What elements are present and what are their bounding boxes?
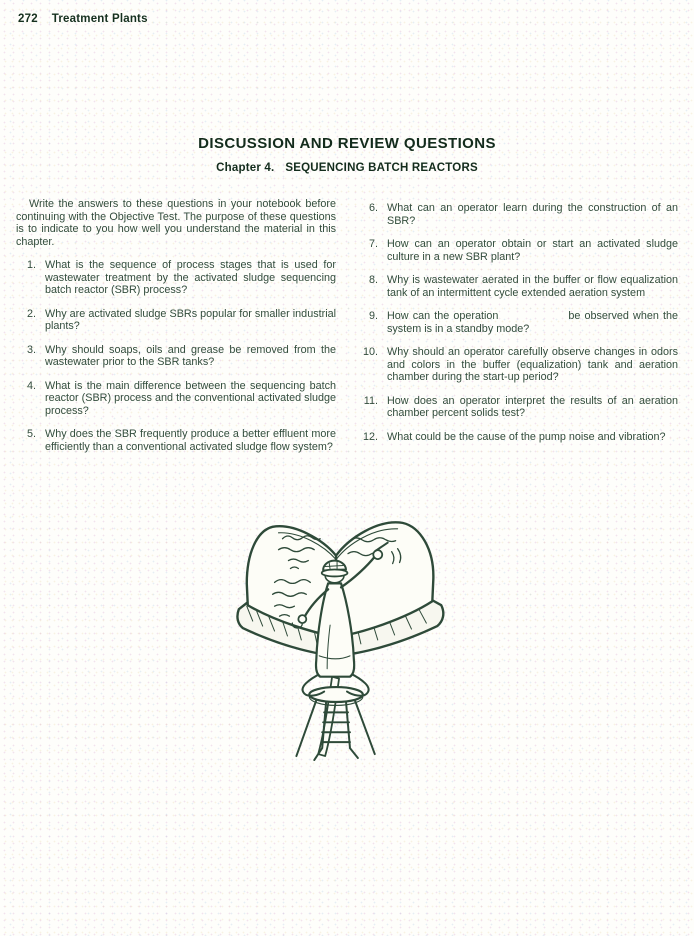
question-number: 7. — [368, 238, 378, 250]
question-text: How can an operator obtain or start an activated sludge culture in a new SBR plant? — [387, 238, 678, 263]
question-text: What could be the cause of the pump noise and vibration? — [387, 430, 666, 443]
question-number: 1. — [26, 259, 36, 271]
stool-seat — [309, 687, 363, 705]
question-item-1 — [16, 259, 336, 297]
question-number: 8. — [368, 274, 378, 286]
question-text: How does an operator interpret the results of an aeration chamber percent solids test? — [387, 394, 678, 419]
question-number: 10. — [362, 346, 378, 358]
question-number: 6. — [368, 202, 378, 214]
question-number: 9. — [368, 310, 378, 322]
left-column — [16, 198, 336, 464]
question-item-9 — [358, 310, 678, 335]
open-book-illustration — [222, 506, 470, 762]
question-item-2 — [16, 308, 336, 333]
question-item-6 — [358, 202, 678, 227]
right-column — [358, 198, 678, 464]
question-text: Why should an operator carefully observe changes in odors and colors in the buffer (equalization) tank and aeration chamber during the start-up period? — [387, 346, 678, 383]
chapter-label: Chapter 4. — [216, 162, 275, 174]
question-number: 5. — [26, 428, 36, 440]
question-item-5 — [16, 428, 336, 453]
question-number: 4. — [26, 379, 36, 392]
question-item-12 — [358, 431, 678, 444]
stool-legs — [296, 700, 374, 760]
writer-on-stool-cartoon — [222, 506, 470, 762]
question-text-after-gap: be observed when the system is in a standby mode? — [387, 310, 678, 335]
chapter-line — [0, 162, 694, 174]
question-number: 12. — [362, 430, 378, 443]
page-title: DISCUSSION AND REVIEW QUESTIONS — [198, 135, 496, 152]
page-header — [18, 13, 148, 25]
question-text: What is the sequence of process stages that is used for wastewater treatment by the activated sludge sequencing batch reactor (SBR) process? — [45, 259, 336, 296]
question-text: Why does the SBR frequently produce a better effluent more efficiently than a conventional activated sludge flow system? — [45, 428, 336, 453]
section-title: Treatment Plants — [51, 13, 148, 25]
intro-paragraph: Write the answers to these questions in your notebook before continuing with the Objective Test. The purpose of these questions is to indicate to you how well you understand the material in this chapter. — [16, 198, 336, 248]
question-item-11 — [358, 395, 678, 420]
question-item-10 — [358, 346, 678, 384]
question-text: Why are activated sludge SBRs popular for smaller industrial plants? — [45, 307, 336, 332]
question-text: Why is wastewater aerated in the buffer or flow equalization tank of an intermittent cycle extended aeration system — [387, 274, 678, 299]
question-text — [387, 310, 678, 335]
question-text: What is the main difference between the sequencing batch reactor (SBR) process and the conventional activated sludge process? — [45, 379, 336, 417]
chapter-title: SEQUENCING BATCH REACTORS — [285, 162, 478, 174]
question-item-4 — [16, 380, 336, 418]
question-item-3 — [16, 344, 336, 369]
question-text: What can an operator learn during the construction of an SBR? — [387, 202, 678, 227]
question-number: 3. — [26, 343, 36, 356]
redacted-gap — [498, 318, 568, 319]
question-text-before-gap: How can the operation — [387, 310, 499, 322]
title-block — [0, 135, 694, 174]
page-number: 272 — [18, 13, 38, 25]
question-number: 2. — [26, 307, 36, 320]
question-text: Why should soaps, oils and grease be removed from the wastewater prior to the SBR tanks? — [45, 343, 336, 368]
question-item-7 — [358, 238, 678, 263]
question-columns — [16, 198, 678, 464]
question-number: 11. — [363, 394, 378, 407]
question-item-8 — [358, 274, 678, 299]
